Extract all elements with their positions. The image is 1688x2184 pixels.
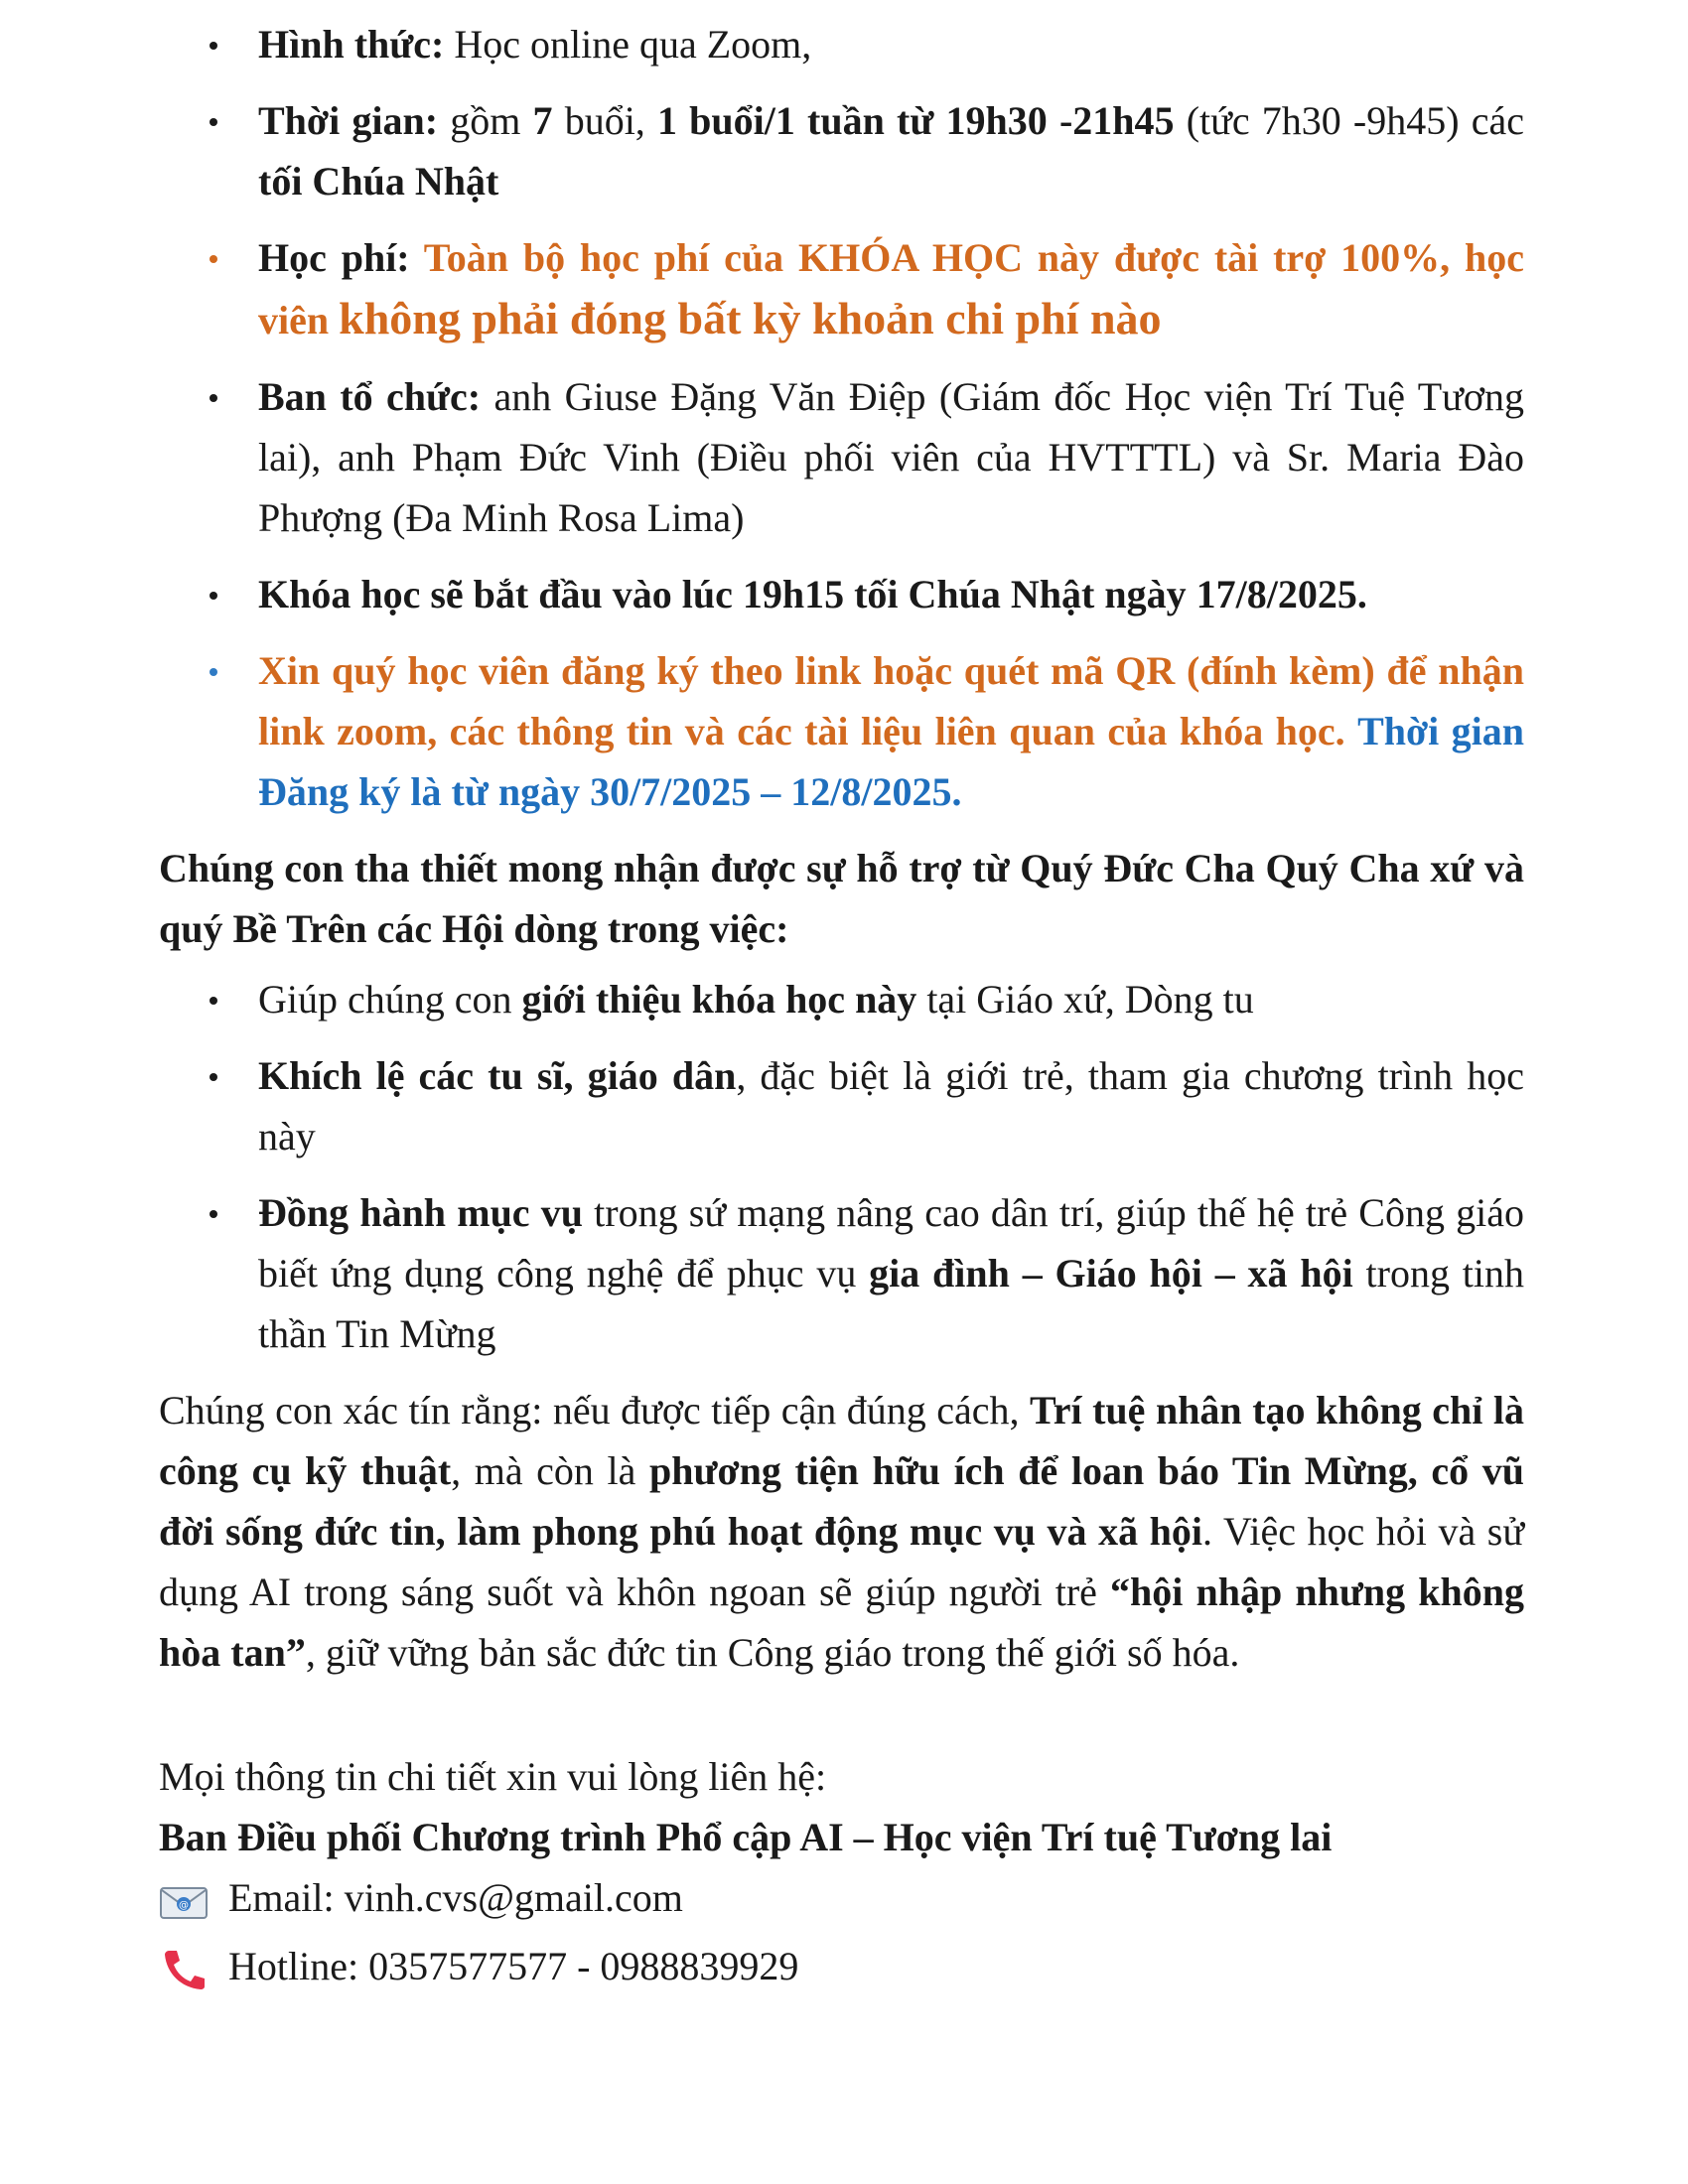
text: buổi, xyxy=(552,98,657,143)
bold-text: Khích lệ các tu sĩ, giáo dân xyxy=(258,1053,737,1098)
bold-text: Đồng hành mục vụ xyxy=(258,1190,583,1235)
conviction-paragraph xyxy=(159,1380,1524,1683)
text: gồm xyxy=(438,98,533,143)
text: , giữ vững bản sắc đức tin Công giáo trong thế giới số hóa. xyxy=(305,1630,1240,1675)
value: Học online qua Zoom, xyxy=(444,22,812,67)
bold-text: gia đình – Giáo hội – xã hội xyxy=(869,1251,1353,1296)
text: tại Giáo xứ, Dòng tu xyxy=(916,977,1254,1022)
appeal-text: Chúng con tha thiết mong nhận được sự hỗ trợ từ Quý Đức Cha Quý Cha xứ và quý Bề Trên các Hội dòng trong việc: xyxy=(159,846,1524,951)
bold-text: giới thiệu khóa học này xyxy=(521,977,917,1022)
svg-text:@: @ xyxy=(179,1899,189,1911)
list-item-dong-hanh xyxy=(159,1182,1524,1364)
hotline-line xyxy=(159,1936,1524,1996)
bold-text: tối Chúa Nhật xyxy=(258,159,499,204)
hotline-text[interactable]: Hotline: 0357577577 - 0988839929 xyxy=(228,1944,799,1988)
email-line xyxy=(159,1867,1524,1928)
bold-text: Trí tuệ nhân tạo không chỉ là công cụ kỹ thuật xyxy=(159,1388,1524,1493)
text: (tức 7h30 -9h45) các xyxy=(1174,98,1524,143)
list-item-bat-dau xyxy=(159,564,1524,624)
start-date-text: Khóa học sẽ bắt đầu vào lúc 19h15 tối Chúa Nhật ngày 17/8/2025. xyxy=(258,572,1367,616)
contact-org xyxy=(159,1807,1524,1867)
list-item-dang-ky xyxy=(159,640,1524,822)
fee-text: Toàn bộ học phí của KHÓA HỌC này được tài trợ 100%, học viên xyxy=(258,235,1524,342)
list-item-hoc-phi xyxy=(159,227,1524,350)
email-text[interactable]: Email: vinh.cvs@gmail.com xyxy=(228,1875,683,1920)
document-page xyxy=(159,14,1524,1996)
contact-intro: Mọi thông tin chi tiết xin vui lòng liên hệ: xyxy=(159,1754,827,1799)
list-item-ban-to-chuc xyxy=(159,366,1524,548)
org-name: Ban Điều phối Chương trình Phổ cập AI – Học viện Trí tuệ Tương lai xyxy=(159,1815,1333,1859)
value: anh Giuse Đặng Văn Điệp (Giám đốc Học viện Trí Tuệ Tương lai), anh Phạm Đức Vinh (Điều phối viên của HVTTTL) và Sr. Maria Đào Phượng (Đa Minh Rosa Lima) xyxy=(258,374,1524,540)
text: , đặc biệt là giới trẻ, tham gia chương trình học này xyxy=(258,1053,1525,1159)
bold-text: 1 buổi/1 tuần từ 19h30 -21h45 xyxy=(656,98,1175,143)
spacer xyxy=(159,1683,1524,1746)
bold-text: “hội nhập nhưng không hòa tan” xyxy=(159,1570,1525,1675)
bold-text: 7 xyxy=(532,98,553,143)
label: Hình thức: xyxy=(258,22,445,67)
label: Học phí: xyxy=(258,235,410,280)
text: , mà còn là xyxy=(451,1448,649,1493)
label: Ban tổ chức: xyxy=(258,374,482,419)
text: trong sứ mạng nâng cao dân trí, giúp thế hệ trẻ Công giáo biết ứng dụng công nghệ để phục vụ xyxy=(258,1190,1525,1296)
text: trong tinh thần Tin Mừng xyxy=(258,1251,1524,1356)
text: Giúp chúng con xyxy=(258,977,522,1022)
list-item-khich-le xyxy=(159,1045,1524,1166)
registration-text: Xin quý học viên đăng ký theo link hoặc quét mã QR (đính kèm) để nhận link zoom, các thông tin và các tài liệu liên quan của khóa học. xyxy=(258,648,1524,753)
label: Thời gian: xyxy=(258,98,439,143)
envelope-icon xyxy=(159,1878,209,1918)
course-info-list xyxy=(159,14,1524,822)
list-item-gioi-thieu xyxy=(159,969,1524,1029)
registration-period: Thời gian Đăng ký là từ ngày 30/7/2025 – 12/8/2025. xyxy=(258,709,1525,814)
text: Chúng con xác tín rằng: nếu được tiếp cận đúng cách, xyxy=(159,1388,1031,1433)
appeal-paragraph xyxy=(159,838,1524,959)
support-list xyxy=(159,969,1524,1364)
list-item-thoi-gian xyxy=(159,90,1524,211)
list-item-hinh-thuc xyxy=(159,14,1524,74)
fee-emphasis: không phải đóng bất kỳ khoản chi phí nào xyxy=(339,293,1162,343)
bold-text: phương tiện hữu ích để loan báo Tin Mừng, cổ vũ đời sống đức tin, làm phong phú hoạt động mục vụ và xã hội xyxy=(159,1448,1524,1554)
phone-icon xyxy=(159,1947,209,1986)
text: . Việc học hỏi và sử dụng AI trong sáng suốt và khôn ngoan sẽ giúp người trẻ xyxy=(159,1509,1524,1614)
